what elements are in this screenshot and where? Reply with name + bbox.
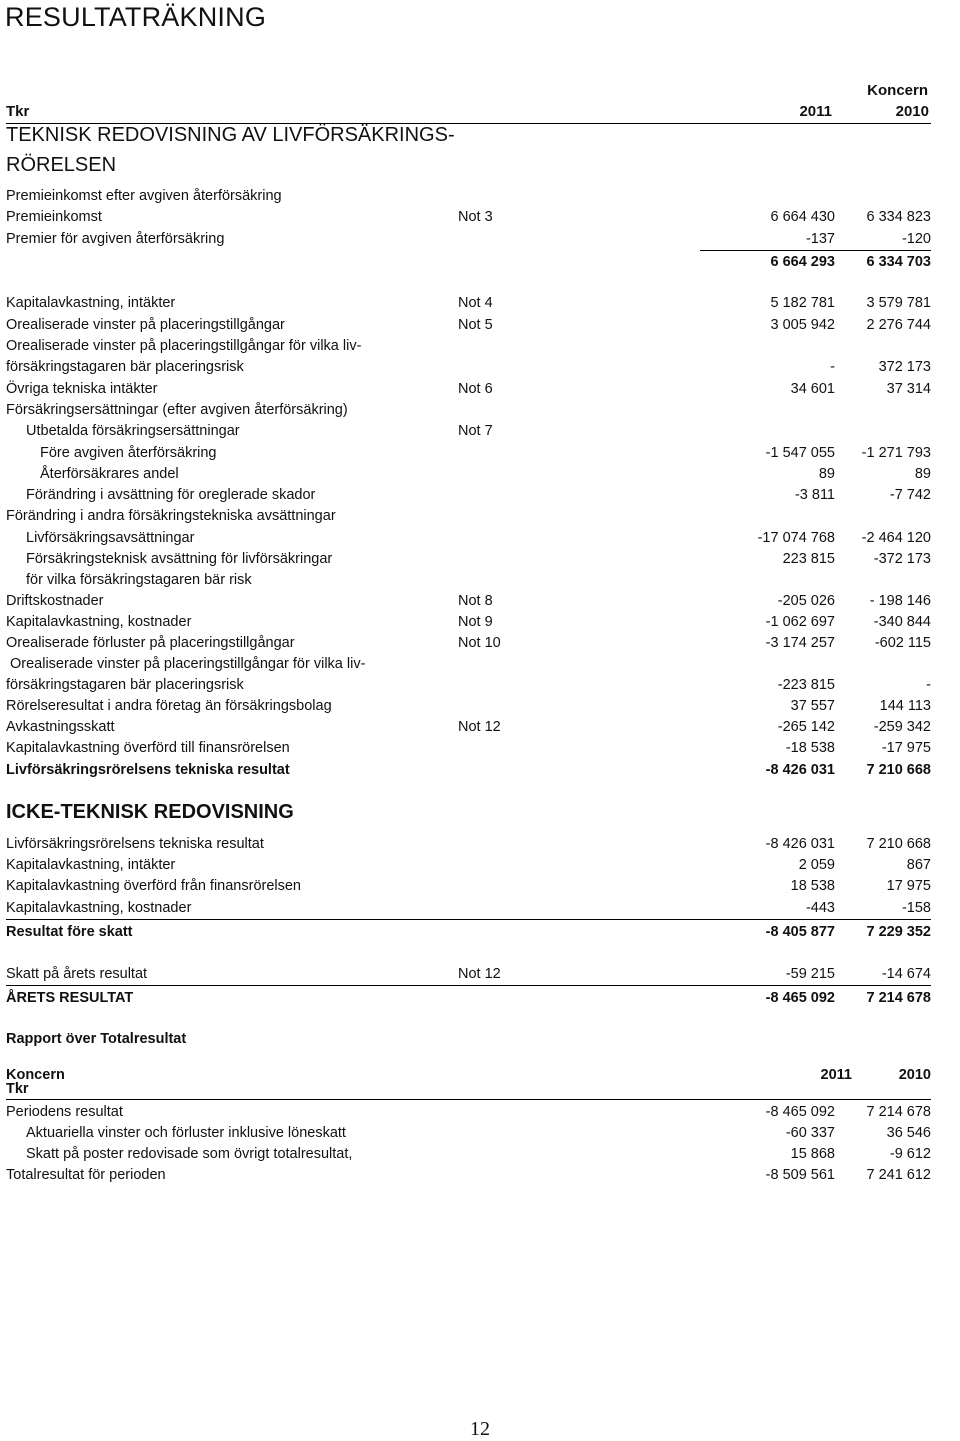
table-row: Aktuariella vinster och förluster inklusive löneskatt -60 337 36 546 xyxy=(26,1125,931,1141)
table-row: Försäkringsteknisk avsättning för livförsäkringar 223 815 -372 173 xyxy=(26,551,931,567)
table-row: Övriga tekniska intäkter Not 6 34 601 37 314 xyxy=(6,381,931,397)
table-row: Rörelseresultat i andra företag än försäkringsbolag 37 557 144 113 xyxy=(6,698,931,714)
table-row: Orealiserade vinster på placeringstillgångar för vilka liv- xyxy=(6,338,362,354)
table-row: för vilka försäkringstagaren bär risk xyxy=(26,572,252,588)
section-title-non-technical: ICKE-TEKNISK REDOVISNING xyxy=(6,801,294,823)
table-row: Förändring i andra försäkringstekniska avsättningar xyxy=(6,508,336,524)
table-row: Totalresultat för perioden -8 509 561 7 241 612 xyxy=(6,1167,931,1183)
table-row: Driftskostnader Not 8 -205 026 - 198 146 xyxy=(6,593,931,609)
group-label: Koncern xyxy=(6,1067,65,1083)
table-row: Kapitalavkastning, kostnader -443 -158 xyxy=(6,900,931,916)
table-row: Kapitalavkastning överförd från finansrörelsen 18 538 17 975 xyxy=(6,878,931,894)
subtotal-rule xyxy=(700,250,931,251)
table-row: försäkringstagaren bär placeringsrisk - 372 173 xyxy=(6,359,931,375)
result-rule xyxy=(6,919,931,920)
unit-label: Tkr xyxy=(6,1081,29,1097)
table-row: Återförsäkrares andel 89 89 xyxy=(40,466,931,482)
page-title: RESULTATRÄKNING xyxy=(5,2,267,32)
year-2010-header: 2010 xyxy=(895,103,929,120)
table-row: Försäkringsersättningar (efter avgiven återförsäkring) xyxy=(6,402,348,418)
table-row: Livförsäkringsavsättningar -17 074 768 -2 464 120 xyxy=(26,530,931,546)
year-2010-header: 2010 xyxy=(898,1067,931,1083)
table-row: Periodens resultat -8 465 092 7 214 678 xyxy=(6,1104,931,1120)
table-row: Premier för avgiven återförsäkring -137 -120 xyxy=(6,231,931,247)
table-row: Orealiserade vinster på placeringstillgångar för vilka liv- xyxy=(10,656,366,672)
table-row: Premieinkomst Not 3 6 664 430 6 334 823 xyxy=(6,209,931,225)
year-result-row: ÅRETS RESULTAT -8 465 092 7 214 678 xyxy=(6,990,931,1006)
subtotal-row: 6 664 293 6 334 703 xyxy=(770,254,931,270)
table-row: Kapitalavkastning, intäkter 2 059 867 xyxy=(6,857,931,873)
page-number: 12 xyxy=(470,1418,490,1440)
section-title-technical: TEKNISK REDOVISNING AV LIVFÖRSÄKRINGS- xyxy=(6,124,455,146)
table-row: Orealiserade vinster på placeringstillgångar Not 5 3 005 942 2 276 744 xyxy=(6,317,931,333)
unit-label: Tkr xyxy=(6,103,30,120)
comprehensive-income-title: Rapport över Totalresultat xyxy=(6,1031,187,1047)
table-row: försäkringstagaren bär placeringsrisk -223 815 - xyxy=(6,677,931,693)
year-2011-header: 2011 xyxy=(820,1067,852,1083)
table-row: Förändring i avsättning för oreglerade skador -3 811 -7 742 xyxy=(26,487,931,503)
comprehensive-income-header xyxy=(6,1067,931,1101)
column-header-row xyxy=(6,103,929,122)
table-row: Avkastningsskatt Not 12 -265 142 -259 342 xyxy=(6,719,931,735)
section-title-technical-cont: RÖRELSEN xyxy=(6,154,117,176)
group-column-header: Koncern xyxy=(867,82,928,99)
technical-result-row: Livförsäkringsrörelsens tekniska resultat -8 426 031 7 210 668 xyxy=(6,762,931,778)
table-row: Premieinkomst efter avgiven återförsäkring xyxy=(6,188,282,204)
table-row: Utbetalda försäkringsersättningar Not 7 xyxy=(26,423,493,439)
comprehensive-header-rule xyxy=(6,1099,931,1100)
table-row: Skatt på årets resultat Not 12 -59 215 -14 674 xyxy=(6,966,931,982)
year-2011-header: 2011 xyxy=(799,103,832,120)
table-row: Skatt på poster redovisade som övrigt totalresultat, 15 868 -9 612 xyxy=(26,1146,931,1162)
table-row: Kapitalavkastning överförd till finansrörelsen -18 538 -17 975 xyxy=(6,740,931,756)
table-row: Före avgiven återförsäkring -1 547 055 -1 271 793 xyxy=(40,445,931,461)
table-row: Kapitalavkastning, kostnader Not 9 -1 062 697 -340 844 xyxy=(6,614,931,630)
result-before-tax-row: Resultat före skatt -8 405 877 7 229 352 xyxy=(6,924,931,940)
table-row: Kapitalavkastning, intäkter Not 4 5 182 781 3 579 781 xyxy=(6,295,931,311)
table-row: Orealiserade förluster på placeringstillgångar Not 10 -3 174 257 -602 115 xyxy=(6,635,931,651)
table-row: Livförsäkringsrörelsens tekniska resultat -8 426 031 7 210 668 xyxy=(6,836,931,852)
year-result-rule xyxy=(6,985,931,986)
